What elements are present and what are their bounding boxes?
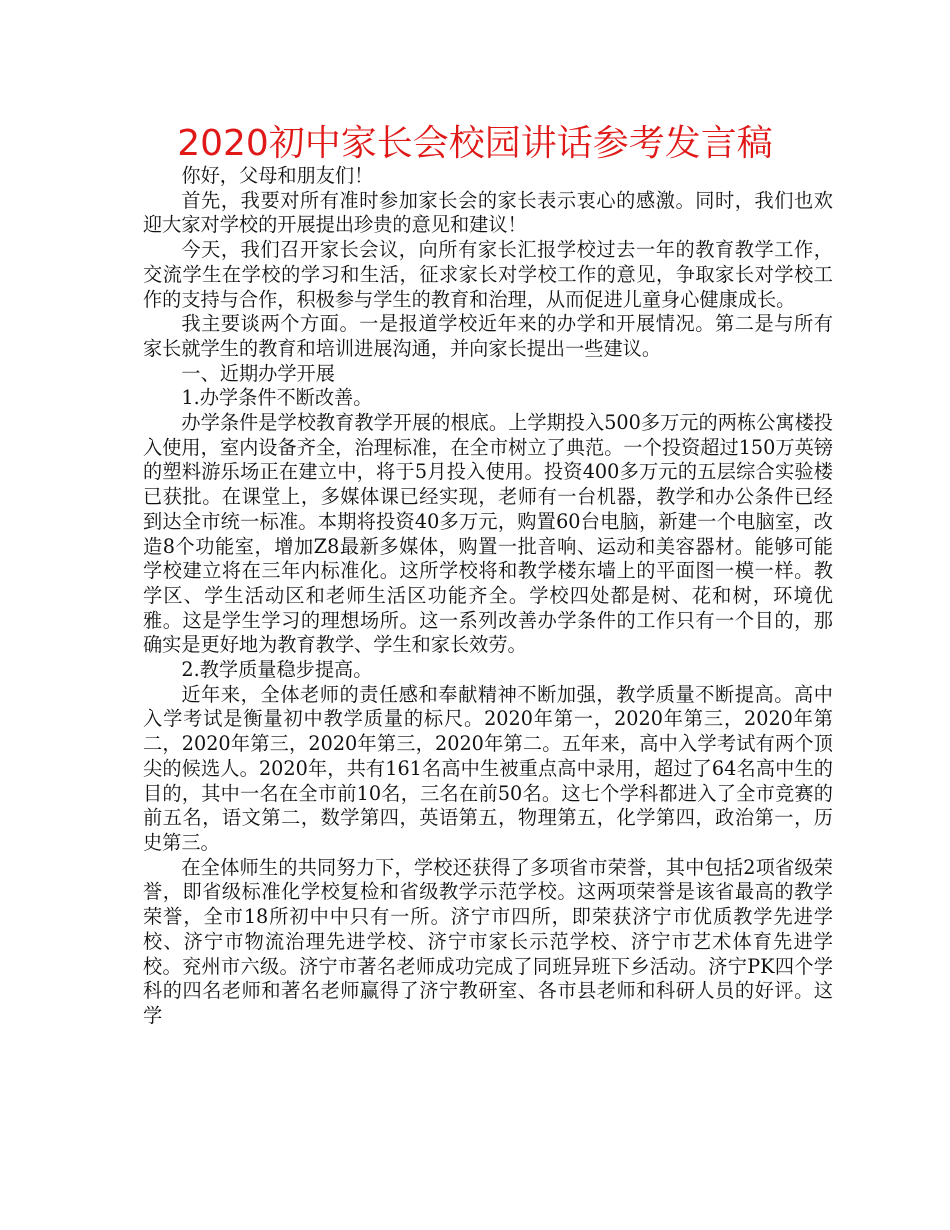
document-title: 2020初中家长会校园讲话参考发言稿 <box>177 123 773 164</box>
subsection-heading: 1.办学条件不断改善。 <box>181 386 373 410</box>
paragraph: 近年来，全体老师的责任感和奉献精神不断加强，教学质量不断提高。高中入学考试是衡量初中教学质量的标尺。2020年第一，2020年第三，2020年第二，2020年第三，2020年第三，2020年第二。五年来，高中入学考试有两个顶尖的候选人。2020年，共有161名高中生被重点高中录用，超过了64名高中生的目的，其中一名在全市前10名，三名在前50名。这七个学科都进入了全市竞赛的前五名，语文第二，数学第四，英语第五，物理第五，化学第四，政治第一，历史第三。 <box>143 682 833 854</box>
paragraph: 在全体师生的共同努力下，学校还获得了多项省市荣誉，其中包括2项省级荣誉，即省级标准化学校复检和省级教学示范学校。这两项荣誉是该省最高的教学荣誉，全市18所初中中只有一所。济宁市四所，即荣获济宁市优质教学先进学校、济宁市物流治理先进学校、济宁市家长示范学校、济宁市艺术体育先进学校。兖州市六级。济宁市著名老师成功完成了同班异班下乡活动。济宁PK四个学科的四名老师和著名老师赢得了济宁教研室、各市县老师和科研人员的好评。这学 <box>143 855 833 1027</box>
paragraph-greeting: 你好，父母和朋友们！ <box>181 164 374 187</box>
section-heading: 一、近期办学开展 <box>181 361 335 385</box>
document-body <box>143 164 833 1029</box>
paragraph: 首先，我要对所有准时参加家长会的家长表示衷心的感激。同时，我们也欢迎大家对学校的开展提出珍贵的意见和建议！ <box>143 188 833 237</box>
subsection-heading: 2.教学质量稳步提高。 <box>181 658 373 682</box>
paragraph: 我主要谈两个方面。一是报道学校近年来的办学和开展情况。第二是与所有家长就学生的教育和培训进展沟通，并向家长提出一些建议。 <box>143 312 833 360</box>
paragraph: 今天，我们召开家长会议，向所有家长汇报学校过去一年的教育教学工作，交流学生在学校的学习和生活，征求家长对学校工作的意见，争取家长对学校工作的支持与合作，积极参与学生的教育和治理，从而促进儿童身心健康成长。 <box>143 238 833 311</box>
paragraph: 办学条件是学校教育教学开展的根底。上学期投入500多万元的两栋公寓楼投入使用，室内设备齐全，治理标准，在全市树立了典范。一个投资超过150万英镑的塑料游乐场正在建立中，将于5月投入使用。投资400多万元的五层综合实验楼已获批。在课堂上，多媒体课已经实现，老师有一台机器，教学和办公条件已经到达全市统一标准。本期将投资40多万元，购置60台电脑，新建一个电脑室，改造8个功能室，增加Z8最新多媒体，购置一批音响、运动和美容器材。能够可能学校建立将在三年内标准化。这所学校将和教学楼东墙上的平面图一模一样。教学区、学生活动区和老师生活区功能齐全。学校四处都是树、花和树，环境优雅。这是学生学习的理想场所。这一系列改善办学条件的工作只有一个目的，那确实是更好地为教育教学、学生和家长效劳。 <box>143 411 833 657</box>
